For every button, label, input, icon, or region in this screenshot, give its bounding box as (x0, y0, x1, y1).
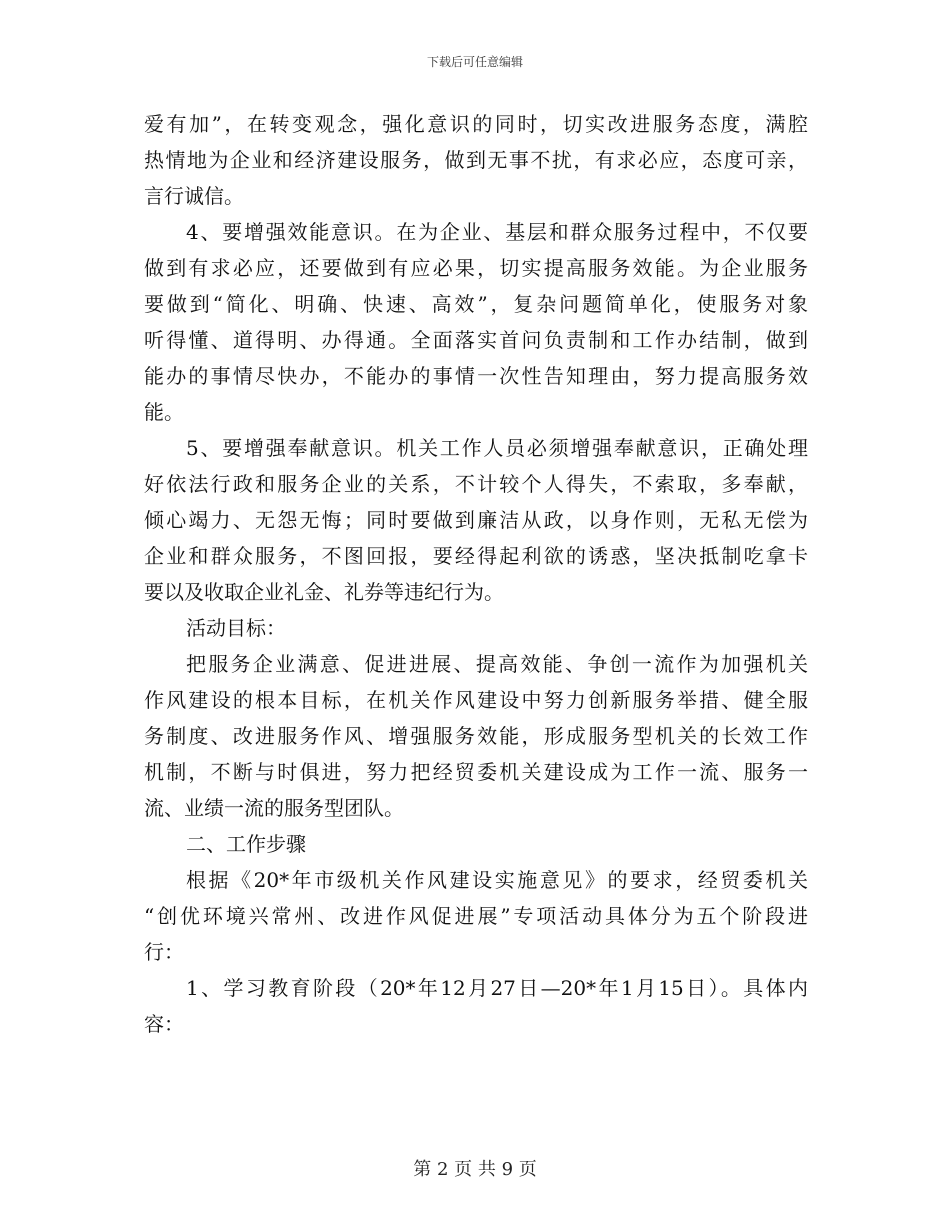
text-line: 倾心竭力、无怨无悔；同时要做到廉洁从政，以身作则，无私无偿为 (144, 508, 808, 532)
text-line: “创优环境兴常州、改进作风促进展”专项活动具体分为五个阶段进 (144, 904, 808, 928)
text-line: 能。 (144, 400, 184, 424)
section-heading: 二、工作步骤 (186, 832, 306, 856)
text-line: 热情地为企业和经济建设服务，做到无事不扰，有求必应，态度可亲， (144, 148, 808, 172)
page-number-footer: 第 2 页 共 9 页 (413, 1159, 537, 1180)
text-line: 容： (144, 1012, 184, 1036)
paragraph-start-line: 根据《20*年市级机关作风建设实施意见》的要求，经贸委机关 (186, 868, 808, 892)
text-line: 能办的事情尽快办，不能办的事情一次性告知理由，努力提高服务效 (144, 364, 808, 388)
section-heading: 活动目标： (186, 616, 286, 640)
page-header: 下载后可任意编辑 (426, 55, 523, 69)
text-line: 要做到“简化、明确、快速、高效”，复杂问题简单化，使服务对象 (144, 292, 808, 316)
text-line: 做到有求必应，还要做到有应必果，切实提高服务效能。为企业服务 (144, 256, 808, 280)
text-line: 好依法行政和服务企业的关系，不计较个人得失，不索取，多奉献， (144, 472, 808, 496)
text-line: 务制度、改进服务作风、增强服务效能，形成服务型机关的长效工作 (144, 724, 808, 748)
text-line: 作风建设的根本目标，在机关作风建设中努力创新服务举措、健全服 (144, 688, 808, 712)
text-line: 机制，不断与时俱进，努力把经贸委机关建设成为工作一流、服务一 (144, 760, 808, 784)
paragraph-start-line: 把服务企业满意、促进进展、提高效能、争创一流作为加强机关 (186, 652, 808, 676)
text-line: 要以及收取企业礼金、礼券等违纪行为。 (144, 580, 504, 604)
text-line: 企业和群众服务，不图回报，要经得起利欲的诱惑，坚决抵制吃拿卡 (144, 544, 808, 568)
text-line: 听得懂、道得明、办得通。全面落实首问负责制和工作办结制，做到 (144, 328, 808, 352)
document-body (144, 106, 808, 1042)
text-line: 流、业绩一流的服务型团队。 (144, 796, 404, 820)
paragraph-start-line: 1、学习教育阶段（20*年12月27日—20*年1月15日）。具体内 (186, 976, 808, 1000)
text-line: 爱有加”，在转变观念，强化意识的同时，切实改进服务态度，满腔 (144, 112, 808, 136)
paragraph-start-line: 5、要增强奉献意识。机关工作人员必须增强奉献意识，正确处理 (186, 436, 808, 460)
text-line: 行： (144, 940, 184, 964)
text-line: 言行诚信。 (144, 184, 244, 208)
paragraph-start-line: 4、要增强效能意识。在为企业、基层和群众服务过程中，不仅要 (186, 220, 808, 244)
